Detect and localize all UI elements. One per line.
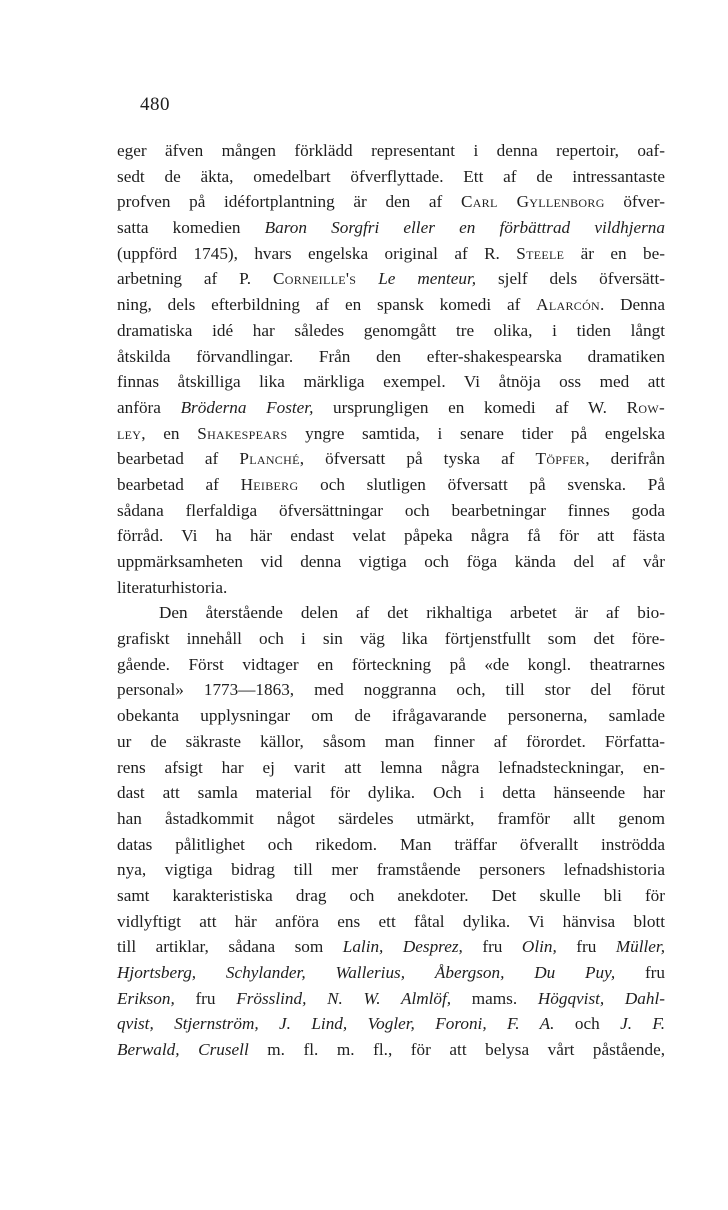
italic-text: Bröderna Foster, bbox=[180, 397, 314, 417]
text-span: fru bbox=[556, 937, 616, 957]
text-span: profven på idéfortplantning är den af bbox=[117, 192, 461, 212]
text-line bbox=[117, 292, 665, 318]
text-line bbox=[117, 189, 665, 215]
text-line bbox=[117, 421, 665, 447]
text-line bbox=[117, 729, 665, 755]
text-line bbox=[117, 446, 665, 472]
text-span: ursprungligen en komedi af W. bbox=[313, 397, 627, 417]
text-span: och slutligen öfversatt på svenska. På bbox=[298, 474, 665, 494]
text-span: ning, dels efterbildning af en spansk komedi af bbox=[117, 295, 537, 315]
text-span: fru bbox=[174, 988, 237, 1008]
text-line bbox=[117, 806, 665, 832]
text-span: dramatiska idé har således genomgått tre olika, i tiden långt bbox=[117, 320, 665, 340]
page-number: 480 bbox=[140, 94, 170, 115]
italic-text: J. F. bbox=[620, 1014, 665, 1034]
small-caps-name: ley bbox=[117, 423, 142, 443]
text-line bbox=[117, 164, 665, 190]
paragraph bbox=[117, 600, 665, 1062]
text-span: Den återstående delen af det rikhaltiga arbetet är af bio- bbox=[159, 603, 665, 623]
text-span: är en be- bbox=[564, 243, 665, 263]
text-span: bearbetad af bbox=[117, 474, 241, 494]
italic-text: Hjortsberg, Schylander, Wallerius, Åbergson, Du Puy, bbox=[117, 963, 616, 982]
italic-text: Le menteur, bbox=[378, 269, 477, 289]
text-line bbox=[117, 369, 665, 395]
text-line bbox=[117, 549, 665, 575]
text-span: obekanta upplysningar om de ifrågavarande personerna, samlade bbox=[117, 706, 665, 726]
text-line bbox=[117, 652, 665, 678]
text-span: satta komedien bbox=[117, 218, 265, 238]
text-span: sådana flerfaldiga öfversättningar och bearbetningar finnes goda bbox=[117, 500, 665, 520]
text-span: (uppförd 1745), hvars engelska original af R. bbox=[117, 243, 517, 263]
text-line bbox=[117, 241, 665, 267]
small-caps-name: Corneille's bbox=[273, 269, 357, 289]
italic-text: Baron Sorgfri eller en förbättrad vildhjerna bbox=[264, 218, 665, 238]
text-line bbox=[117, 1011, 665, 1037]
text-span: , en bbox=[141, 423, 198, 443]
text-line bbox=[117, 318, 665, 344]
text-span: öfver- bbox=[604, 192, 665, 212]
text-span: personal» 1773—1863, med noggranna och, till stor del förut bbox=[117, 680, 665, 700]
small-caps-name: Alarcón bbox=[536, 295, 601, 315]
text-line bbox=[117, 395, 665, 421]
text-span: uppmärksamheten vid denna vigtiga och föga kända del af vår bbox=[117, 552, 665, 571]
text-line bbox=[117, 575, 665, 601]
text-line bbox=[117, 960, 665, 986]
text-span: han åstadkommit något särdeles utmärkt, framför allt genom bbox=[117, 808, 665, 828]
small-caps-name: Shakespears bbox=[197, 423, 288, 443]
small-caps-name: Carl Gyllenborg bbox=[460, 192, 605, 212]
text-line bbox=[117, 857, 665, 883]
text-span: yngre samtida, i senare tider på engelska bbox=[287, 423, 665, 443]
text-span: , öfversatt på tyska af bbox=[299, 449, 536, 469]
text-span: samt karakteristiska drag och anekdoter. Det skulle bli för bbox=[117, 885, 665, 905]
italic-text: Högqvist, Dahl- bbox=[537, 988, 665, 1008]
text-line bbox=[117, 138, 665, 164]
text-line bbox=[117, 883, 665, 909]
text-span: , derifrån bbox=[585, 449, 665, 469]
italic-text: qvist, Stjernström, J. Lind, Vogler, Foroni, F. A. bbox=[117, 1014, 555, 1034]
paragraph bbox=[117, 138, 665, 600]
italic-text: Müller, bbox=[615, 937, 666, 957]
text-span: åtskilda förvandlingar. Från den efter-shakespearska dramatiken bbox=[117, 346, 665, 366]
text-line bbox=[117, 934, 665, 960]
text-span: gående. Först vidtager en förteckning på «de kongl. theatrarnes bbox=[117, 654, 665, 674]
text-line bbox=[117, 472, 665, 498]
text-span: eger äfven mången förklädd representant i denna repertoir, oaf- bbox=[117, 141, 665, 160]
text-line bbox=[117, 703, 665, 729]
text-span: mams. bbox=[451, 988, 538, 1008]
text-span: grafiskt innehåll och i sin väg lika förtjenstfullt som det före- bbox=[117, 629, 665, 649]
text-span: datas pålitlighet och rikedom. Man träffar öfverallt inströdda bbox=[117, 834, 665, 854]
text-span: sedt de äkta, omedelbart öfverflyttade. Ett af de intressantaste bbox=[117, 166, 665, 186]
text-line bbox=[117, 266, 665, 292]
text-line bbox=[117, 344, 665, 370]
italic-text: Frösslind, N. W. Almlöf, bbox=[236, 988, 452, 1008]
text-span: bearbetad af bbox=[117, 449, 240, 469]
text-span: arbetning af P. bbox=[117, 269, 274, 289]
text-span: vidlyftigt att här anföra ens ett fåtal dylika. Vi hänvisa blott bbox=[117, 911, 665, 931]
text-span: . Denna bbox=[600, 295, 665, 315]
text-line bbox=[117, 498, 665, 524]
text-line bbox=[117, 523, 665, 549]
text-span: fru bbox=[615, 963, 665, 982]
text-span: nya, vigtiga bidrag till mer framstående personers lefnadshistoria bbox=[117, 860, 665, 880]
text-span: m. fl. m. fl., för att belysa vårt påstående, bbox=[248, 1040, 665, 1060]
body-text bbox=[117, 138, 665, 1063]
text-span bbox=[356, 269, 378, 288]
text-span: och bbox=[554, 1014, 621, 1034]
text-span: rens afsigt har ej varit att lemna några lefnadsteckningar, en- bbox=[117, 757, 665, 777]
italic-text: Olin, bbox=[521, 937, 557, 957]
text-span: anföra bbox=[117, 397, 181, 417]
text-line bbox=[117, 780, 665, 806]
text-line bbox=[117, 909, 665, 935]
small-caps-name: Row- bbox=[626, 397, 665, 417]
text-line bbox=[117, 1037, 665, 1063]
text-span: literaturhistoria. bbox=[117, 577, 228, 597]
small-caps-name: Steele bbox=[516, 243, 565, 263]
italic-text: Berwald, Crusell bbox=[117, 1040, 249, 1060]
italic-text: Erikson, bbox=[117, 988, 175, 1008]
text-span: finnas åtskilliga lika märkliga exempel. Vi åtnöja oss med att bbox=[117, 372, 665, 392]
text-span: sjelf dels öfversätt- bbox=[476, 269, 665, 289]
text-span: dast att samla material för dylika. Och i detta hänseende har bbox=[117, 783, 665, 803]
text-line bbox=[117, 832, 665, 858]
text-span: ur de säkraste källor, såsom man finner af förordet. Författa- bbox=[117, 731, 665, 751]
text-span: till artiklar, sådana som bbox=[117, 937, 343, 957]
text-line bbox=[117, 600, 665, 626]
text-line bbox=[117, 626, 665, 652]
text-line bbox=[117, 755, 665, 781]
text-span: fru bbox=[462, 937, 522, 957]
small-caps-name: Töpfer bbox=[535, 449, 586, 469]
text-line bbox=[117, 986, 665, 1012]
text-line bbox=[117, 215, 665, 241]
small-caps-name: Heiberg bbox=[240, 474, 299, 494]
italic-text: Lalin, Desprez, bbox=[342, 937, 463, 957]
text-line bbox=[117, 677, 665, 703]
small-caps-name: Planché bbox=[239, 449, 300, 469]
text-span: förråd. Vi ha här endast velat påpeka några få för att fästa bbox=[117, 526, 665, 546]
